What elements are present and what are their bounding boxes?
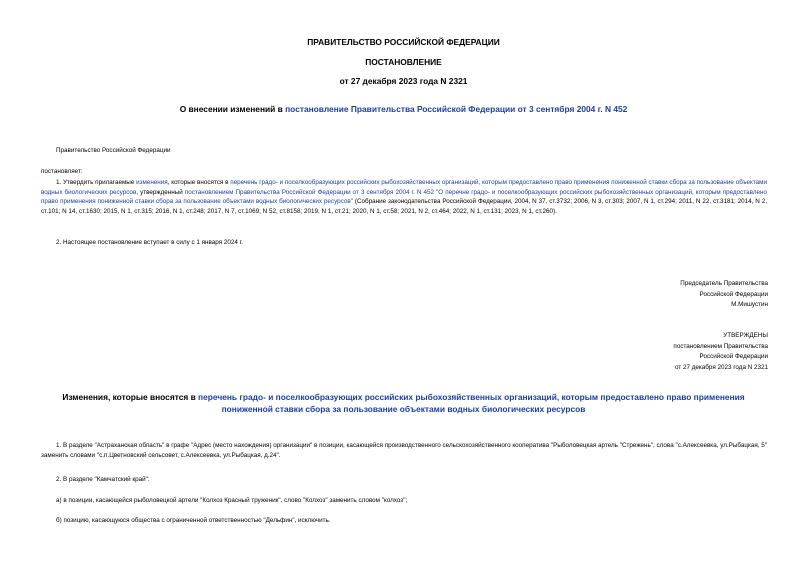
- p1-text-a: 1. Утвердить прилагаемые: [56, 179, 137, 186]
- change-item-2a: а) в позиции, касающейся рыболовецкой артели "Колхоз Красный труженик", слово "Колхоз" заменить словом "колхоз";: [56, 497, 408, 504]
- paragraph-2: 2. Настоящее постановление вступает в силу с 1 января 2024 г.: [56, 239, 243, 246]
- signature-line-3: М.Мишустин: [731, 301, 768, 308]
- signature-line-1: Председатель Правительства: [680, 280, 768, 287]
- change-item-2: 2. В разделе "Камчатский край":: [56, 476, 150, 483]
- paragraph-1: [41, 178, 767, 216]
- approval-line-2: постановлением Правительства: [673, 342, 768, 350]
- title-prefix: О внесении изменений в: [179, 104, 286, 114]
- p1-list-link[interactable]: перечень градо- и поселкообразующих российских рыбохозяйственных организаций, которым предоставлено право применения пониженной ставки сбора за пользование объектами водных биологических ресурсов: [41, 179, 768, 196]
- intro-decides: постановляет:: [41, 168, 83, 175]
- changes-title-link[interactable]: перечень градо- и поселкообразующих российских рыбохозяйственных организаций, которым предоставлено право применения пониженной ставки сбора за пользование объектами водных биологических ресурсов: [198, 392, 745, 414]
- changes-title: [38, 391, 769, 415]
- p1-resolution-link[interactable]: постановлением Правительства Российской Федерации от 3 сентября 2004 г. N 452 "О перечне градо- и поселкообразующих российских рыбохозяйственных организаций, которым предоставлено право применения пониженной ставки сбора за пользование объектами водных биологических ресурсов": [41, 188, 768, 206]
- intro-government: Правительство Российской Федерации: [56, 147, 171, 154]
- signature-line-2: Российской Федерации: [699, 290, 768, 298]
- government-heading: ПРАВИТЕЛЬСТВО РОССИЙСКОЙ ФЕДЕРАЦИИ: [307, 37, 500, 47]
- p1-text-c: , утвержденный: [136, 188, 185, 196]
- changes-title-prefix: Изменения, которые вносятся в: [62, 392, 199, 402]
- p1-text-d: (Собрание законодательства Российской Федерации, 2004, N 37, ст.3732; 2006, N 3, ст.303; 2007, N 1, ст.294; 2011, N 22, ст.3181; 2014, N 2, ст.101; N 14, ст.1630; 2015, N 1, ст.315; 2016, N 1, ст.248; 2017, N 7, ст.1069; N 52, ст.8158; 2019, N 1, ст.21; 2020, N 1, ст.58; 2021, N 2, ст.464; 2022, N 1, ст.131; 2023, N 1, ст.260).: [41, 198, 767, 215]
- signature-block: [680, 279, 768, 311]
- change-item-1: 1. В разделе "Астраханская область" в графе "Адрес (место нахождения) организации" в позиции, касающейся производственного сельскохозяйственного кооператива "Рыболовецкая артель "Стрежень", слова "с.Алексеевка, ул.Рыбацкая, 5" заменить словами "с.п.Цветновский сельсовет, с.Алексеевка, ул.Рыбацкая, д.24".: [41, 442, 767, 459]
- approval-line-4: от 27 декабря 2023 года N 2321: [674, 363, 768, 371]
- document-title: [0, 104, 807, 114]
- change-item-2b: б) позицию, касающуюся общества с ограниченной ответственностью "Дельфин", исключить.: [56, 517, 331, 524]
- approval-block: [673, 331, 768, 373]
- document-date: от 27 декабря 2023 года N 2321: [339, 76, 468, 86]
- p1-changes-link[interactable]: изменения: [136, 179, 168, 186]
- p1-text-b: , которые вносятся в: [167, 179, 231, 186]
- document-type: ПОСТАНОВЛЕНИЕ: [365, 57, 442, 67]
- title-link[interactable]: постановление Правительства Российской Федерации от 3 сентября 2004 г. N 452: [285, 104, 628, 114]
- approval-line-3: Российской Федерации: [699, 353, 768, 360]
- approval-line-1: УТВЕРЖДЕНЫ: [723, 332, 768, 339]
